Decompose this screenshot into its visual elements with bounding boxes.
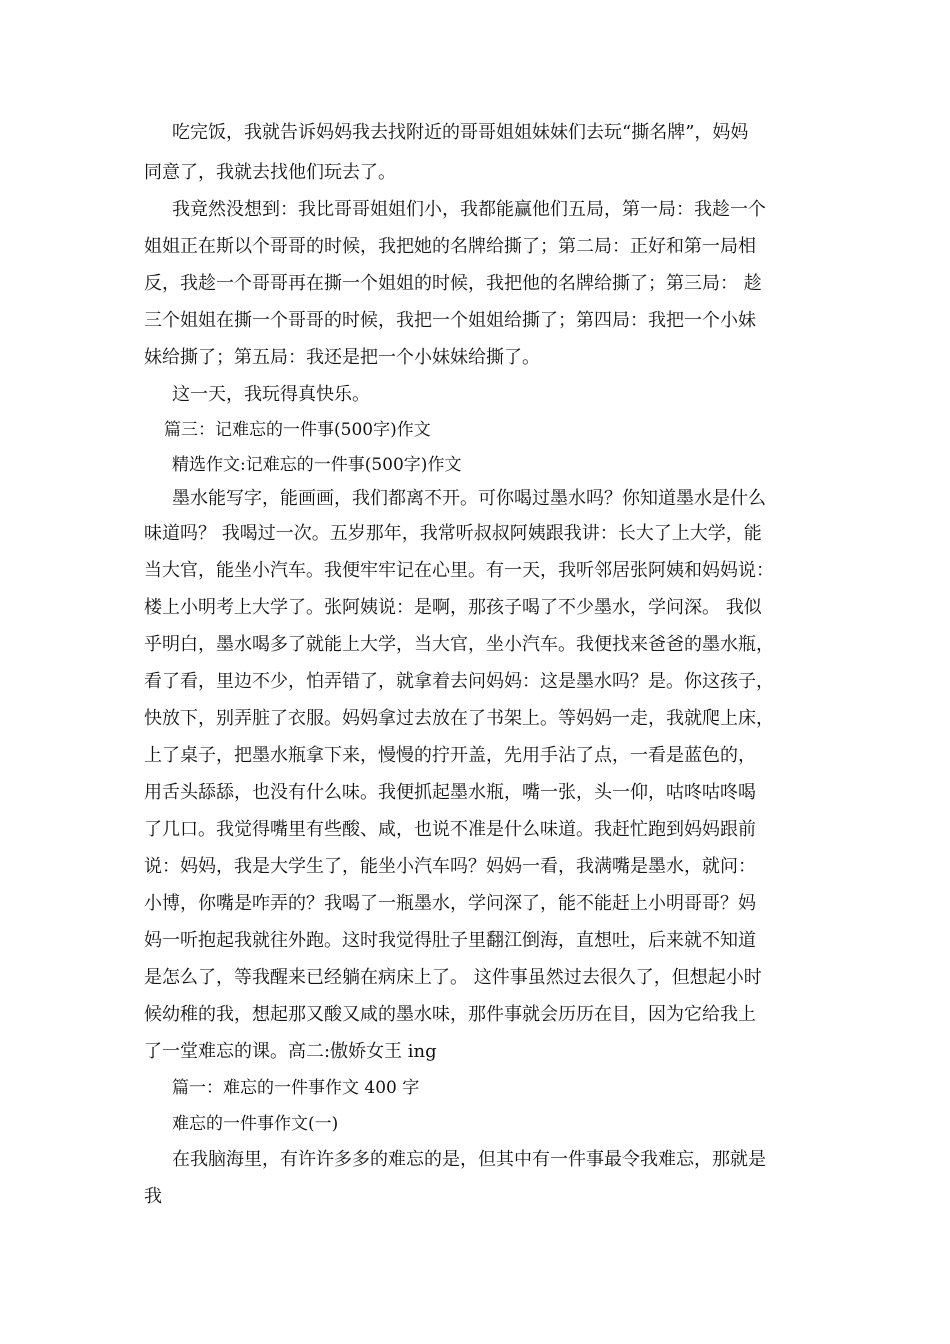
text-line: 说：妈妈，我是大学生了，能坐小汽车吗？妈妈一看，我满嘴是墨水，就问： [144,856,756,877]
text-line: 了几口。我觉得嘴里有些酸、咸，也说不准是什么味道。我赶忙跑到妈妈跟前 [144,819,756,840]
section-heading: 篇一：难忘的一件事作文 400 字 [172,1078,420,1098]
text-line: 是怎么了，等我醒来已经躺在病床上了。 这件事虽然过去很久了，但想起小时 [144,967,762,988]
text-line: 妈一听抱起我就往外跑。这时我觉得肚子里翻江倒海，直想吐，后来就不知道 [144,930,756,951]
text-line: 快放下，别弄脏了衣服。妈妈拿过去放在了书架上。等妈妈一走，我就爬上床， [144,708,774,729]
text-line: 在我脑海里，有许许多多的难忘的是，但其中有一件事最令我难忘，那就是 [172,1149,766,1170]
text-line: 这一天，我玩得真快乐。 [172,384,370,405]
text-line: 吃完饭，我就告诉妈妈我去找附近的哥哥姐姐妹妹们去玩“撕名牌”，妈妈 [172,122,749,143]
text-line: 我竟然没想到：我比哥哥姐姐们小，我都能赢他们五局，第一局：我趁一个 [172,199,766,220]
text-line: 我 [144,1186,162,1207]
text-line: 味道吗？ 我喝过一次。五岁那年，我常听叔叔阿姨跟我讲：长大了上大学，能 [144,523,762,544]
text-line: 妹给撕了；第五局：我还是把一个小妹妹给撕了。 [144,347,540,368]
text-line: 上了桌子，把墨水瓶拿下来，慢慢的拧开盖，先用手沾了点，一看是蓝色的， [144,745,756,766]
text-line: 姐姐正在斯以个哥哥的时候，我把她的名牌给撕了；第二局：正好和第一局相 [144,236,756,257]
text-line: 楼上小明考上大学了。张阿姨说：是啊，那孩子喝了不少墨水，学问深。 我似 [144,597,762,618]
text-line: 墨水能写字，能画画，我们都离不开。可你喝过墨水吗？你知道墨水是什么 [172,488,766,509]
article-title: 难忘的一件事作文(一) [172,1114,339,1134]
section-heading: 篇三：记难忘的一件事(500字)作文 [164,420,431,440]
text-line: 小博，你嘴是咋弄的？我喝了一瓶墨水，学问深了，能不能赶上小明哥哥？妈 [144,893,756,914]
text-line: 反，我趁一个哥哥再在撕一个姐姐的时候，我把他的名牌给撕了；第三局： 趁 [144,273,762,294]
text-line: 同意了，我就去找他们玩去了。 [144,162,396,183]
text-line: 三个姐姐在撕一个哥哥的时候，我把一个姐姐给撕了；第四局：我把一个小妹 [144,310,756,331]
text-line: 了一堂难忘的课。高二:傲娇女王 ing [144,1041,437,1062]
text-line: 看了看，里边不少，怕弄错了，就拿着去问妈妈：这是墨水吗？是。你这孩子， [144,671,774,692]
article-title: 精选作文:记难忘的一件事(500字)作文 [172,455,462,475]
text-line: 候幼稚的我，想起那又酸又咸的墨水味，那件事就会历历在目，因为它给我上 [144,1004,756,1025]
text-line: 乎明白，墨水喝多了就能上大学，当大官，坐小汽车。我便找来爸爸的墨水瓶， [144,634,774,655]
text-line: 当大官，能坐小汽车。我便牢牢记在心里。有一天，我听邻居张阿姨和妈妈说： [144,560,774,581]
text-line: 用舌头舔舔，也没有什么味。我便抓起墨水瓶，嘴一张，头一仰，咕咚咕咚喝 [144,782,756,803]
